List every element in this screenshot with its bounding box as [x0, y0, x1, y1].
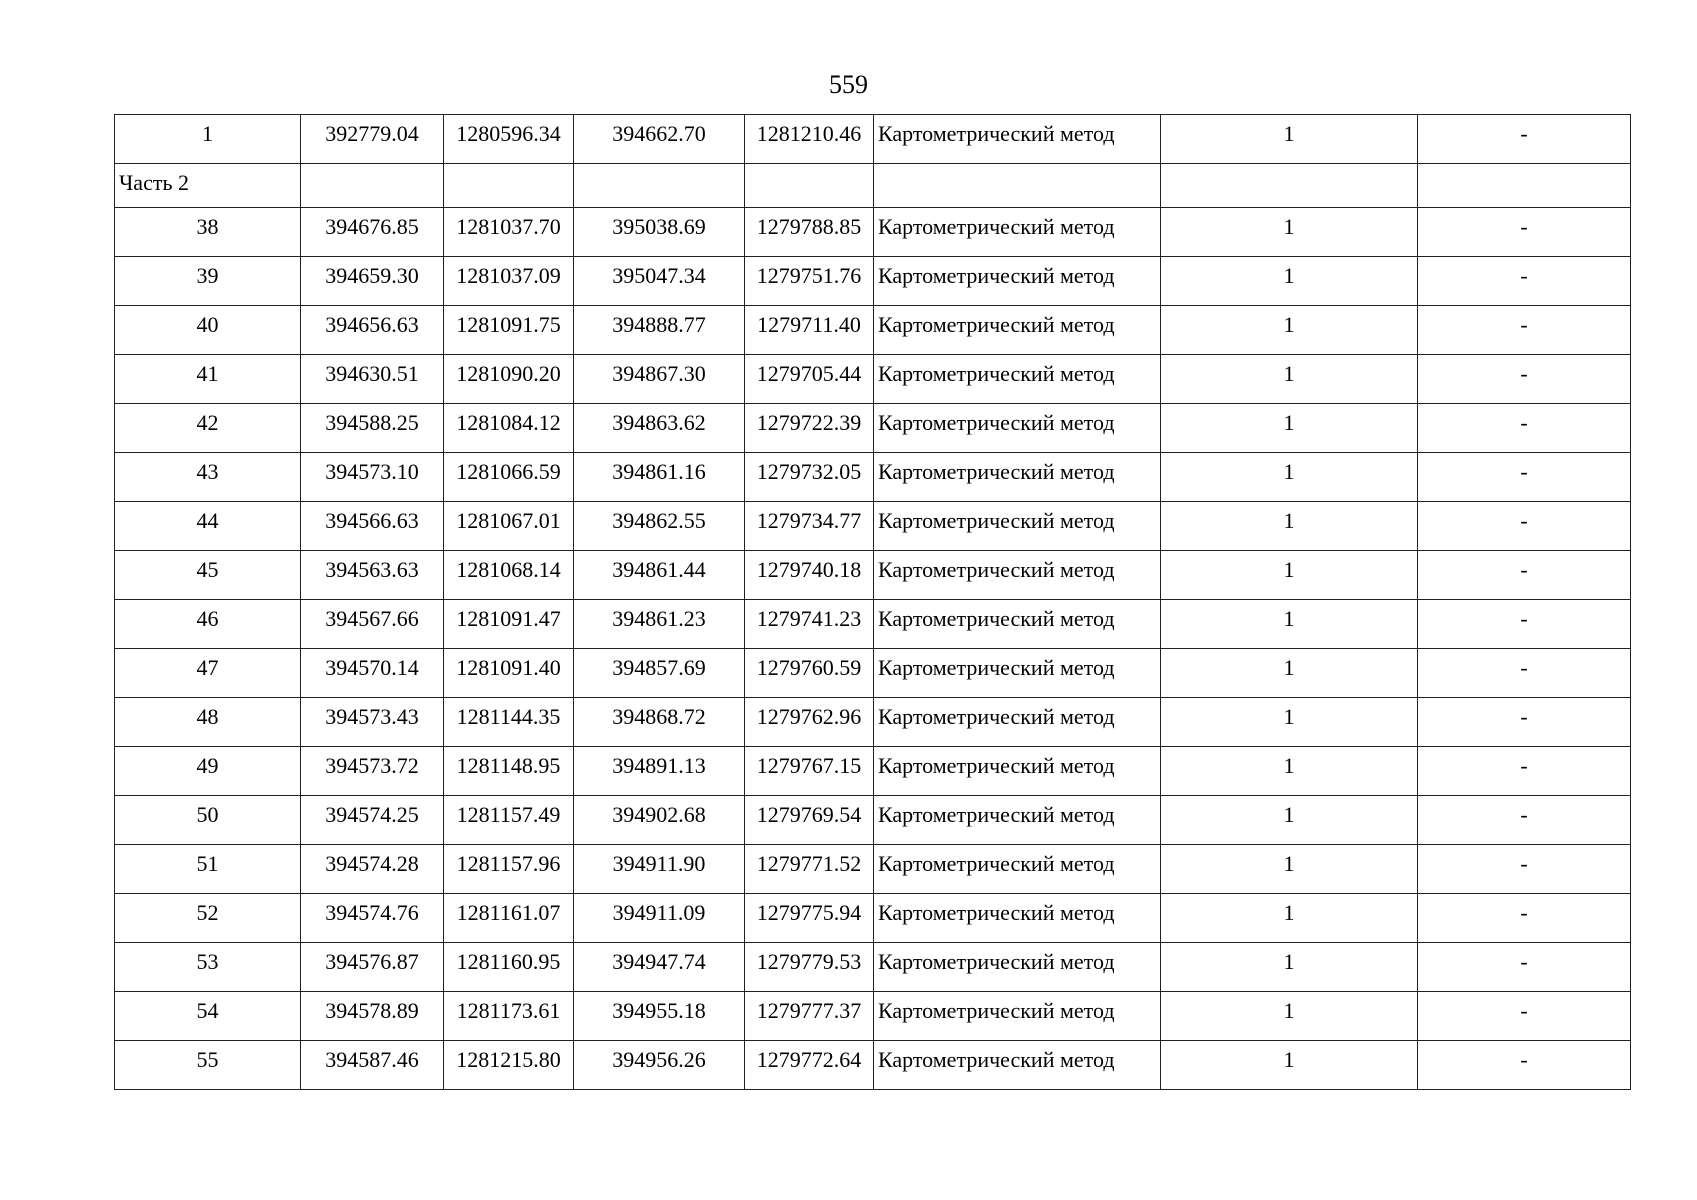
cell-y1: 1281091.40	[444, 649, 574, 698]
cell-point-number: 53	[115, 943, 301, 992]
cell-method: Картометрический метод	[874, 943, 1161, 992]
cell-method: Картометрический метод	[874, 698, 1161, 747]
table-body	[115, 115, 1631, 1090]
cell-accuracy: 1	[1161, 208, 1418, 257]
cell-y1: 1281157.49	[444, 796, 574, 845]
cell-x1: 394588.25	[301, 404, 444, 453]
cell-y1: 1281173.61	[444, 992, 574, 1041]
cell-y2: 1279760.59	[745, 649, 874, 698]
cell-x1: 394587.46	[301, 1041, 444, 1090]
cell-x1: 394659.30	[301, 257, 444, 306]
table-row	[115, 747, 1631, 796]
cell-method: Картометрический метод	[874, 257, 1161, 306]
cell-y1: 1281215.80	[444, 1041, 574, 1090]
cell-accuracy: 1	[1161, 115, 1418, 164]
cell-accuracy: 1	[1161, 600, 1418, 649]
cell-accuracy: 1	[1161, 894, 1418, 943]
cell-y1: 1280596.34	[444, 115, 574, 164]
cell-y2: 1279788.85	[745, 208, 874, 257]
cell-y2: 1279767.15	[745, 747, 874, 796]
table-row	[115, 992, 1631, 1041]
empty-cell	[444, 164, 574, 208]
cell-x1: 394574.25	[301, 796, 444, 845]
cell-accuracy: 1	[1161, 551, 1418, 600]
cell-method: Картометрический метод	[874, 355, 1161, 404]
table-row	[115, 894, 1631, 943]
cell-note: -	[1418, 796, 1631, 845]
cell-method: Картометрический метод	[874, 747, 1161, 796]
cell-note: -	[1418, 1041, 1631, 1090]
cell-method: Картометрический метод	[874, 1041, 1161, 1090]
cell-y2: 1279734.77	[745, 502, 874, 551]
cell-y1: 1281067.01	[444, 502, 574, 551]
cell-x1: 394630.51	[301, 355, 444, 404]
cell-y1: 1281157.96	[444, 845, 574, 894]
cell-method: Картометрический метод	[874, 845, 1161, 894]
cell-x1: 394578.89	[301, 992, 444, 1041]
cell-point-number: 54	[115, 992, 301, 1041]
cell-x2: 394956.26	[574, 1041, 745, 1090]
cell-x1: 394566.63	[301, 502, 444, 551]
cell-y2: 1281210.46	[745, 115, 874, 164]
cell-x1: 394676.85	[301, 208, 444, 257]
cell-y2: 1279732.05	[745, 453, 874, 502]
cell-x1: 394573.43	[301, 698, 444, 747]
empty-cell	[1161, 164, 1418, 208]
cell-x2: 394891.13	[574, 747, 745, 796]
cell-y2: 1279769.54	[745, 796, 874, 845]
cell-point-number: 38	[115, 208, 301, 257]
cell-note: -	[1418, 551, 1631, 600]
cell-y2: 1279740.18	[745, 551, 874, 600]
cell-y2: 1279741.23	[745, 600, 874, 649]
cell-x2: 394911.09	[574, 894, 745, 943]
cell-x1: 394570.14	[301, 649, 444, 698]
cell-point-number: 50	[115, 796, 301, 845]
cell-x2: 394861.16	[574, 453, 745, 502]
table-row	[115, 208, 1631, 257]
cell-point-number: 41	[115, 355, 301, 404]
cell-point-number: 48	[115, 698, 301, 747]
cell-accuracy: 1	[1161, 306, 1418, 355]
cell-x2: 394902.68	[574, 796, 745, 845]
cell-x2: 394955.18	[574, 992, 745, 1041]
cell-y1: 1281090.20	[444, 355, 574, 404]
cell-accuracy: 1	[1161, 404, 1418, 453]
table-row	[115, 453, 1631, 502]
cell-accuracy: 1	[1161, 453, 1418, 502]
cell-note: -	[1418, 943, 1631, 992]
cell-x2: 394861.23	[574, 600, 745, 649]
cell-point-number: 55	[115, 1041, 301, 1090]
table-row	[115, 698, 1631, 747]
cell-x2: 394911.90	[574, 845, 745, 894]
cell-accuracy: 1	[1161, 698, 1418, 747]
cell-accuracy: 1	[1161, 747, 1418, 796]
cell-y2: 1279775.94	[745, 894, 874, 943]
cell-method: Картометрический метод	[874, 894, 1161, 943]
cell-method: Картометрический метод	[874, 600, 1161, 649]
cell-accuracy: 1	[1161, 1041, 1418, 1090]
empty-cell	[745, 164, 874, 208]
cell-point-number: 44	[115, 502, 301, 551]
cell-x2: 394857.69	[574, 649, 745, 698]
cell-method: Картометрический метод	[874, 115, 1161, 164]
cell-method: Картометрический метод	[874, 208, 1161, 257]
cell-y2: 1279722.39	[745, 404, 874, 453]
cell-x2: 395047.34	[574, 257, 745, 306]
cell-x1: 394567.66	[301, 600, 444, 649]
cell-point-number: 42	[115, 404, 301, 453]
table-row	[115, 306, 1631, 355]
cell-y2: 1279751.76	[745, 257, 874, 306]
cell-point-number: 40	[115, 306, 301, 355]
cell-note: -	[1418, 257, 1631, 306]
cell-x2: 394867.30	[574, 355, 745, 404]
cell-y2: 1279705.44	[745, 355, 874, 404]
cell-y1: 1281068.14	[444, 551, 574, 600]
cell-x1: 394563.63	[301, 551, 444, 600]
cell-x2: 395038.69	[574, 208, 745, 257]
cell-note: -	[1418, 698, 1631, 747]
cell-y2: 1279772.64	[745, 1041, 874, 1090]
table-row	[115, 404, 1631, 453]
cell-y1: 1281144.35	[444, 698, 574, 747]
cell-method: Картометрический метод	[874, 306, 1161, 355]
cell-accuracy: 1	[1161, 796, 1418, 845]
cell-point-number: 43	[115, 453, 301, 502]
cell-y1: 1281084.12	[444, 404, 574, 453]
cell-note: -	[1418, 306, 1631, 355]
cell-x1: 394656.63	[301, 306, 444, 355]
table-row	[115, 115, 1631, 164]
cell-x2: 394947.74	[574, 943, 745, 992]
cell-method: Картометрический метод	[874, 453, 1161, 502]
cell-accuracy: 1	[1161, 355, 1418, 404]
cell-x2: 394862.55	[574, 502, 745, 551]
empty-cell	[1418, 164, 1631, 208]
empty-cell	[574, 164, 745, 208]
cell-x1: 394576.87	[301, 943, 444, 992]
cell-note: -	[1418, 355, 1631, 404]
cell-point-number: 52	[115, 894, 301, 943]
cell-point-number: 45	[115, 551, 301, 600]
table-row	[115, 845, 1631, 894]
cell-note: -	[1418, 208, 1631, 257]
cell-point-number: 49	[115, 747, 301, 796]
table-row	[115, 796, 1631, 845]
empty-cell	[874, 164, 1161, 208]
cell-y1: 1281037.09	[444, 257, 574, 306]
cell-accuracy: 1	[1161, 649, 1418, 698]
cell-note: -	[1418, 600, 1631, 649]
cell-y1: 1281037.70	[444, 208, 574, 257]
cell-accuracy: 1	[1161, 943, 1418, 992]
table-row	[115, 257, 1631, 306]
cell-point-number: 46	[115, 600, 301, 649]
table-row	[115, 600, 1631, 649]
cell-point-number: 47	[115, 649, 301, 698]
cell-accuracy: 1	[1161, 502, 1418, 551]
cell-method: Картометрический метод	[874, 649, 1161, 698]
cell-note: -	[1418, 502, 1631, 551]
cell-note: -	[1418, 404, 1631, 453]
cell-y2: 1279771.52	[745, 845, 874, 894]
table-row	[115, 502, 1631, 551]
cell-y1: 1281091.75	[444, 306, 574, 355]
cell-point-number: 1	[115, 115, 301, 164]
cell-x1: 394573.10	[301, 453, 444, 502]
table-row	[115, 551, 1631, 600]
coordinates-table	[114, 114, 1631, 1090]
cell-method: Картометрический метод	[874, 992, 1161, 1041]
part-header-row	[115, 164, 1631, 208]
cell-y2: 1279777.37	[745, 992, 874, 1041]
cell-x1: 394574.76	[301, 894, 444, 943]
cell-y1: 1281091.47	[444, 600, 574, 649]
cell-y2: 1279711.40	[745, 306, 874, 355]
table-row	[115, 1041, 1631, 1090]
page-number: 559	[829, 70, 868, 99]
cell-method: Картометрический метод	[874, 404, 1161, 453]
cell-point-number: 39	[115, 257, 301, 306]
cell-note: -	[1418, 453, 1631, 502]
cell-y1: 1281066.59	[444, 453, 574, 502]
cell-x1: 392779.04	[301, 115, 444, 164]
cell-x1: 394574.28	[301, 845, 444, 894]
cell-accuracy: 1	[1161, 992, 1418, 1041]
cell-y1: 1281148.95	[444, 747, 574, 796]
cell-method: Картометрический метод	[874, 551, 1161, 600]
cell-note: -	[1418, 649, 1631, 698]
cell-y1: 1281161.07	[444, 894, 574, 943]
cell-y2: 1279762.96	[745, 698, 874, 747]
cell-note: -	[1418, 115, 1631, 164]
empty-cell	[301, 164, 444, 208]
cell-accuracy: 1	[1161, 845, 1418, 894]
cell-x2: 394868.72	[574, 698, 745, 747]
cell-note: -	[1418, 992, 1631, 1041]
cell-note: -	[1418, 894, 1631, 943]
cell-x2: 394662.70	[574, 115, 745, 164]
cell-x2: 394863.62	[574, 404, 745, 453]
cell-x2: 394888.77	[574, 306, 745, 355]
cell-note: -	[1418, 845, 1631, 894]
cell-x1: 394573.72	[301, 747, 444, 796]
cell-y1: 1281160.95	[444, 943, 574, 992]
cell-y2: 1279779.53	[745, 943, 874, 992]
part-label: Часть 2	[115, 164, 301, 208]
table-row	[115, 943, 1631, 992]
cell-method: Картометрический метод	[874, 796, 1161, 845]
table-row	[115, 649, 1631, 698]
cell-note: -	[1418, 747, 1631, 796]
cell-point-number: 51	[115, 845, 301, 894]
cell-x2: 394861.44	[574, 551, 745, 600]
cell-accuracy: 1	[1161, 257, 1418, 306]
table-row	[115, 355, 1631, 404]
cell-method: Картометрический метод	[874, 502, 1161, 551]
